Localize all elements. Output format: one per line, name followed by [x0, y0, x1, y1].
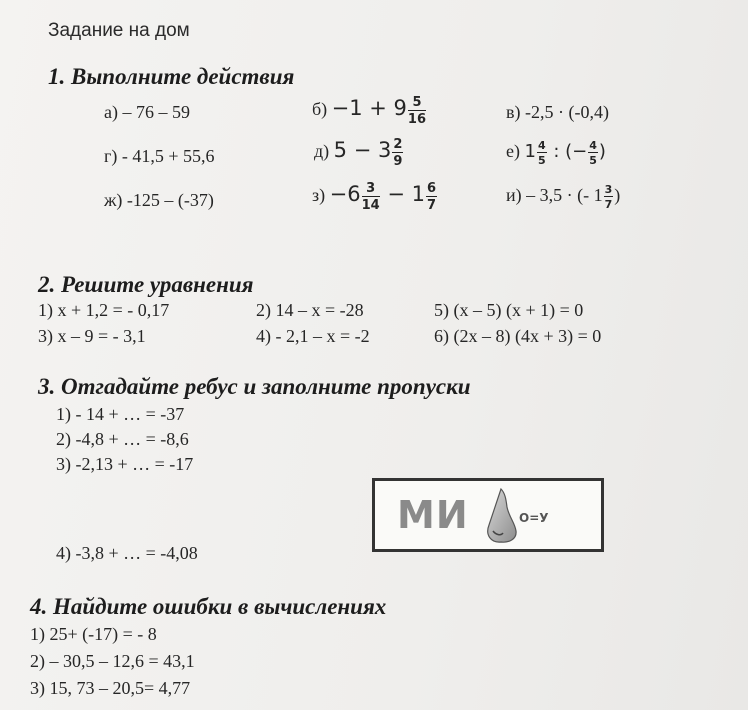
task-1d-fraction [392, 138, 403, 168]
fraction-numerator: 6 [426, 181, 437, 196]
task-1e [506, 140, 606, 166]
section-1-title: 1. Выполните действия [48, 64, 295, 89]
task-1i-expr: и) – 3,5 · (- 1 [506, 185, 603, 206]
task-1e-operator: : (− [547, 141, 588, 163]
fraction-numerator: 3 [362, 182, 380, 197]
task-1i-fraction [604, 184, 614, 210]
section-2-title: 2. Решите уравнения [38, 272, 254, 297]
task-1b [312, 96, 427, 126]
header-title: Задание на дом [48, 20, 190, 41]
task-1i [506, 184, 620, 210]
fraction-numerator: 2 [393, 137, 403, 152]
fraction-denominator: 16 [407, 112, 427, 127]
rebus-task-3: 3) -2,13 + … = -17 [56, 454, 194, 474]
fraction-numerator: 4 [537, 139, 546, 152]
equation-4: 4) - 2,1 – x = -2 [256, 326, 370, 346]
task-1z-fraction-2 [426, 182, 437, 212]
task-1v: в) -2,5 · (-0,4) [506, 102, 609, 122]
fraction-denominator: 9 [393, 154, 403, 169]
fraction-numerator: 4 [589, 139, 597, 152]
fraction-denominator: 7 [604, 198, 613, 211]
rebus-task-2: 2) -4,8 + … = -8,6 [56, 429, 189, 449]
equation-1: 1) x + 1,2 = - 0,17 [38, 300, 170, 320]
fraction-numerator: 5 [408, 96, 426, 111]
task-1d-label: д) [314, 141, 330, 162]
rebus-substitution: О=У [519, 511, 549, 525]
task-1e-fraction-2 [588, 140, 598, 166]
equation-3: 3) x – 9 = - 3,1 [38, 326, 146, 346]
task-1z-fraction-1 [362, 182, 380, 212]
task-1i-close: ) [614, 185, 621, 206]
task-1b-expr: −1 + 9 [331, 96, 407, 121]
rebus-task-1: 1) - 14 + … = -37 [56, 404, 185, 424]
rebus-picture [372, 478, 604, 552]
task-1d [314, 138, 404, 168]
rebus-task-4: 4) -3,8 + … = -4,08 [56, 543, 198, 563]
task-1e-close: ) [598, 141, 606, 163]
task-1z-whole-2: − 1 [380, 182, 425, 207]
fraction-denominator: 5 [589, 154, 597, 167]
fraction-denominator: 14 [361, 198, 380, 213]
section-4-title: 4. Найдите ошибки в вычислениях [30, 594, 387, 619]
task-1z-label: з) [312, 185, 326, 206]
task-1zh: ж) -125 – (-37) [104, 190, 214, 210]
task-1a: а) – 76 – 59 [104, 102, 190, 122]
task-1b-label: б) [312, 99, 328, 120]
fraction-denominator: 7 [426, 198, 437, 213]
task-1b-fraction [408, 96, 426, 126]
task-1z-whole-1: −6 [329, 182, 361, 207]
equation-2: 2) 14 – x = -28 [256, 300, 364, 320]
rebus-letters: МИ [397, 493, 469, 537]
error-task-1: 1) 25+ (-17) = - 8 [30, 624, 157, 644]
equation-6: 6) (2x – 8) (4x + 3) = 0 [434, 326, 602, 346]
task-1e-label: е) [506, 141, 520, 162]
task-1e-whole: 1 [524, 141, 536, 163]
equation-5: 5) (x – 5) (x + 1) = 0 [434, 300, 584, 320]
task-1g: г) - 41,5 + 55,6 [104, 146, 215, 166]
section-3-title: 3. Отгадайте ребус и заполните пропуски [38, 374, 471, 399]
fraction-numerator: 3 [604, 183, 613, 196]
error-task-2: 2) – 30,5 – 12,6 = 43,1 [30, 651, 195, 671]
task-1z [312, 182, 438, 212]
task-1d-expr: 5 − 3 [333, 138, 392, 163]
nose-icon [483, 487, 523, 547]
error-task-3: 3) 15, 73 – 20,5= 4,77 [30, 678, 191, 698]
fraction-denominator: 5 [537, 154, 546, 167]
task-1e-fraction-1 [537, 140, 547, 166]
